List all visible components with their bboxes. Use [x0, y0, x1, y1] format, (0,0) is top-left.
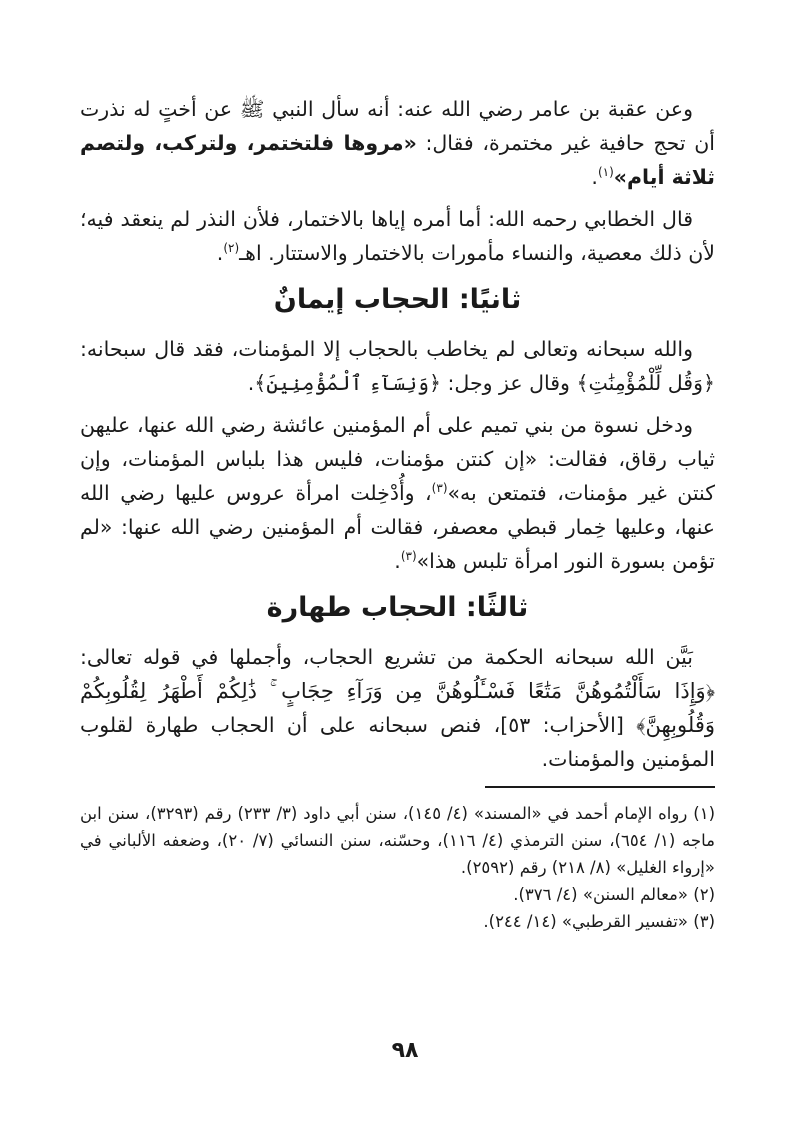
footnotes: [80, 800, 715, 935]
footnote-ref-3b[interactable]: (٣): [400, 549, 417, 564]
prophet-quote: «مروها فلتختمر، ولتركب، ولتصم ثلاثة أيام»: [80, 131, 715, 189]
uqba-text: وعن عقبة بن عامر رضي الله عنه: أنه سأل النبي ﷺ عن أختٍ له نذرت أن تحج حافية غير مختمرة، فقال:: [80, 97, 715, 155]
footnote-1: (١) رواه الإمام أحمد في «المسند» (٤/ ١٤٥)، سنن أبي داود (٣/ ٢٣٣) رقم (٣٢٩٣)، سنن ابن ماجه (١/ ٦٥٤)، سنن الترمذي (٤/ ١١٦)، وحسّنه، سنن النسائي (٧/ ٢٠)، وضعفه الألباني في «إرواء الغليل» (٨/ ٢١٨) رقم (٢٥٩٢).: [80, 804, 716, 877]
footnote-ref-2[interactable]: (٢): [223, 241, 240, 256]
footnote-ref-1[interactable]: (١): [597, 165, 614, 180]
paragraph-uqba-hadith: وعن عقبة بن عامر رضي الله عنه: أنه سأل النبي ﷺ عن أختٍ له نذرت أن تحج حافية غير مختمرة، فقال: «مروها فلتختمر، ولتركب، ولتصم ثلاثة أيام»$^{(١)}$.: [80, 97, 715, 189]
page-number: ٩٨: [391, 1038, 419, 1063]
footnote-divider: [485, 786, 715, 788]
khattabi-text: قال الخطابي رحمه الله: أما أمره إياها بالاختمار، فلأن النذر لم ينعقد فيه؛ لأن ذلك معصية، والنساء مأمورات بالاختمار والاستتار. اهـ: [80, 207, 715, 265]
footnote-ref-3a[interactable]: (٣): [431, 481, 448, 496]
book-page: [80, 92, 715, 1102]
verse-believing-women: ﴿وَقُل لِّلْمُؤْمِنَٰتِ﴾: [576, 371, 715, 395]
footnote-2: (٢) «معالم السنن» (٤/ ٣٧٦).: [513, 885, 715, 904]
verse-ahzab-53: ﴿وَإِذَا سَأَلْتُمُوهُنَّ مَتَٰعًا فَسْـَٔلُوهُنَّ مِن وَرَآءِ حِجَابٍ ۚ ذَٰلِكُمْ أَطْهَرُ لِقُلُوبِكُمْ وَقُلُوبِهِنَّ﴾: [80, 679, 715, 737]
footnote-3: (٣) «تفسير القرطبي» (١٤/ ٢٤٤).: [483, 912, 715, 931]
paragraph-aisha-narration: ودخل نسوة من بني تميم على أم المؤمنين عائشة رضي الله عنها، عليهن ثياب رقاق، فقالت: «إن كنتن مؤمنات، فليس هذا بلباس المؤمنات، وإن كنتن غير مؤمنات، فتمتعن به»$^{(٣)}$، وأُدْخِلت امرأة عروس عليها رضي الله عنها، وعليها خِمار قبطي معصفر، فقالت أم المؤمنين رضي الله عنها: «لم تؤمن بسورة النور امرأة تلبس هذا»$^{(٣)}$.: [80, 413, 715, 573]
paragraph-khattabi: قال الخطابي رحمه الله: أما أمره إياها بالاختمار، فلأن النذر لم ينعقد فيه؛ لأن ذلك معصية، والنساء مأمورات بالاختمار والاستتار. اهـ$^{(٢)}$.: [80, 207, 715, 265]
heading-hijab-tahara: ثالثًا: الحجاب طهارة: [266, 592, 529, 623]
verse-women-of-believers: ﴿وَنِسَآءِ ٱلْمُؤْمِنِينَ﴾: [254, 371, 441, 395]
paragraph-believing-women: والله سبحانه وتعالى لم يخاطب بالحجاب إلا المؤمنات، فقد قال سبحانه: ﴿وَقُل لِّلْمُؤْمِنَٰتِ﴾ وقال عز وجل: ﴿وَنِسَآءِ ٱلْمُؤْمِنِينَ﴾.: [80, 337, 715, 395]
heading-hijab-iman: ثانيًا: الحجاب إيمانٌ: [273, 284, 522, 315]
paragraph-purity: بَيَّن الله سبحانه الحكمة من تشريع الحجاب، وأجملها في قوله تعالى: ﴿وَإِذَا سَأَلْتُمُوهُنَّ مَتَٰعًا فَسْـَٔلُوهُنَّ مِن وَرَآءِ حِجَابٍ ۚ ذَٰلِكُمْ أَطْهَرُ لِقُلُوبِكُمْ وَقُلُوبِهِنَّ﴾ [الأحزاب: ٥٣]، فنص سبحانه على أن الحجاب طهارة لقلوب المؤمنين والمؤمنات.: [80, 645, 715, 771]
